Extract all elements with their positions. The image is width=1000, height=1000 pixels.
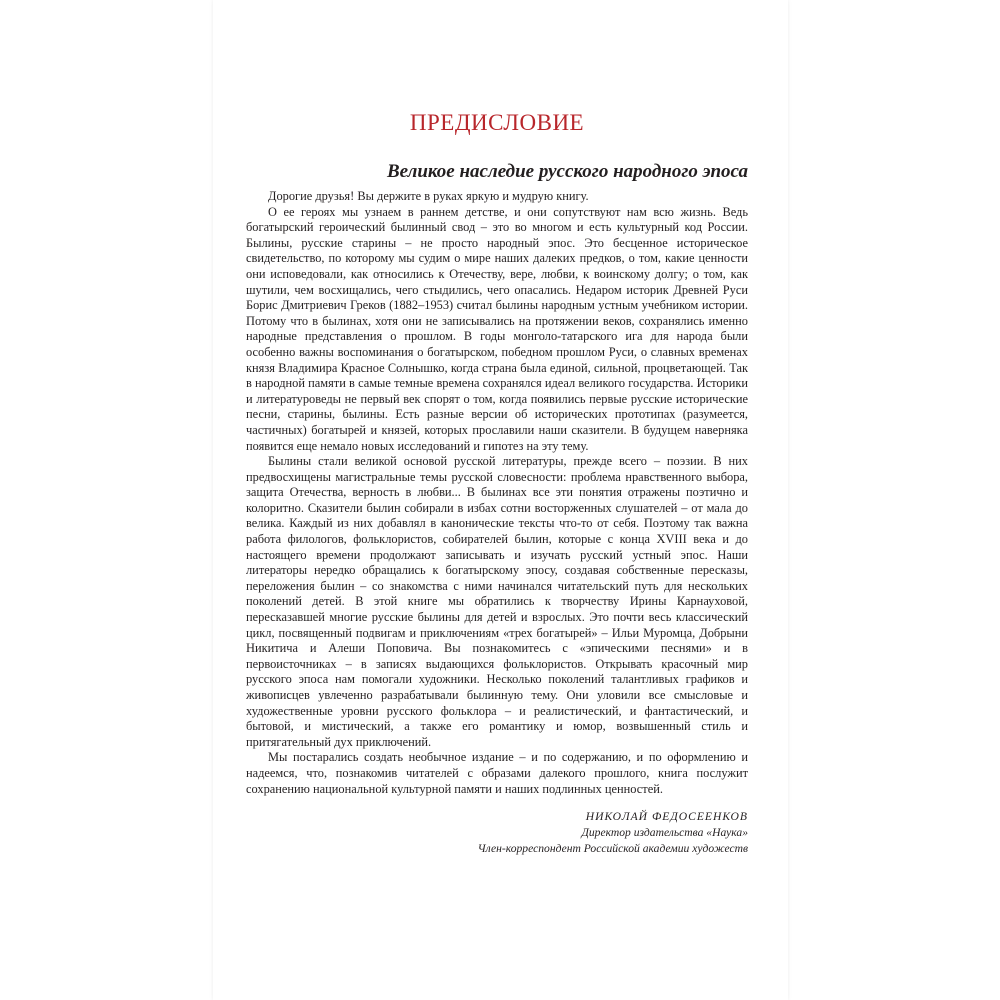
paragraph-4: Мы постарались создать необычное издание – и по содержанию, и по оформлению и надеемся, что, познакомив читателей с образами далекого прошлого, книга послужит сохранению национальной культурной памяти и наших подлинных ценностей. <box>246 750 748 796</box>
paragraph-2: О ее героях мы узнаем в раннем детстве, и они сопутствуют нам всю жизнь. Ведь богатырский героический былинный свод – это во многом и есть культурный код России. Былины, русские старины – не просто народный эпос. Это бесценное историческое свидетельство, по которому мы судим о мире наших далеких предков, о том, какие ценности они исповедовали, как относились к Отечеству, вере, любви, к воинскому долгу; о том, как шутили, чем восхищались, чего стыдились, чего опасались. Недаром историк Древней Руси Борис Дмитриевич Греков (1882–1953) считал былины народным устным учебником истории. Потому что в былинах, хотя они не записывались на протяжении веков, сохранялись именно народные представления о прошлом. В годы монголо-татарского ига для народа были особенно важны воспоминания о богатырском, победном прошлом Руси, о славных временах князя Владимира Красное Солнышко, когда страна была единой, сильной, процветающей. Так в народной памяти в самые темные времена сохранялся идеал великого государства. Историки и литературоведы не первый век спорят о том, когда появились первые русские исторические песни, старины, былины. Есть разные версии об исторических прототипах (разумеется, частичных) богатырей и князей, которых прославили наши сказители. В будущем наверняка появится еще немало новых исследований и гипотез на эту тему. <box>246 204 748 453</box>
signature-name: НИКОЛАЙ ФЕДОСЕЕНКОВ <box>585 810 748 824</box>
preface-body <box>246 189 748 797</box>
signature-block <box>246 809 748 857</box>
signature-position: Директор издательства «Наука» <box>581 826 748 840</box>
paragraph-1: Дорогие друзья! Вы держите в руках яркую и мудрую книгу. <box>268 189 589 203</box>
signature-membership: Член-корреспондент Российской академии художеств <box>477 842 748 856</box>
page-subtitle: Великое наследие русского народного эпоса <box>386 161 748 182</box>
preface-content <box>246 108 748 857</box>
paragraph-3: Былины стали великой основой русской литературы, прежде всего – поэзии. В них предвосхищены магистральные темы русской словесности: проблема нравственного выбора, защита Отечества, верность в любви... В былинах все эти понятия отражены поэтично и колоритно. Сказители былин собирали в избах сотни восторженных слушателей – от мала до велика. Каждый из них добавлял в канонические тексты что-то от себя. Поэтому так важна работа филологов, фольклористов, собирателей былин, которые с конца XVIII века и до настоящего времени продолжают записывать и изучать русский устный эпос. Наши литераторы нередко обращались к богатырскому эпосу, создавая собственные пересказы, переложения былин – со знакомства с ними начинался читательский путь для нескольких поколений детей. В этой книге мы обратились к творчеству Ирины Карнауховой, пересказавшей многие русские былины для детей и взрослых. Это почти весь классический цикл, посвященный подвигам и приключениям «трех богатырей» – Ильи Муромца, Добрыни Никитича и Алеши Поповича. Вы познакомитесь с «эпическими песнями» и в первоисточниках – в записях выдающихся фольклористов. Открывать красочный мир русского эпоса нам помогали художники. Несколько поколений талантливых графиков и живописцев увлеченно разрабатывали былинную тему. Они уловили все смысловые и художественные уровни русского фольклора – и реалистический, и фантастический, и бытовой, и мистический, а также его романтику и юмор, возвышенный стиль и притягательный дух приключений. <box>246 454 748 749</box>
page-title: ПРЕДИСЛОВИЕ <box>409 110 585 135</box>
